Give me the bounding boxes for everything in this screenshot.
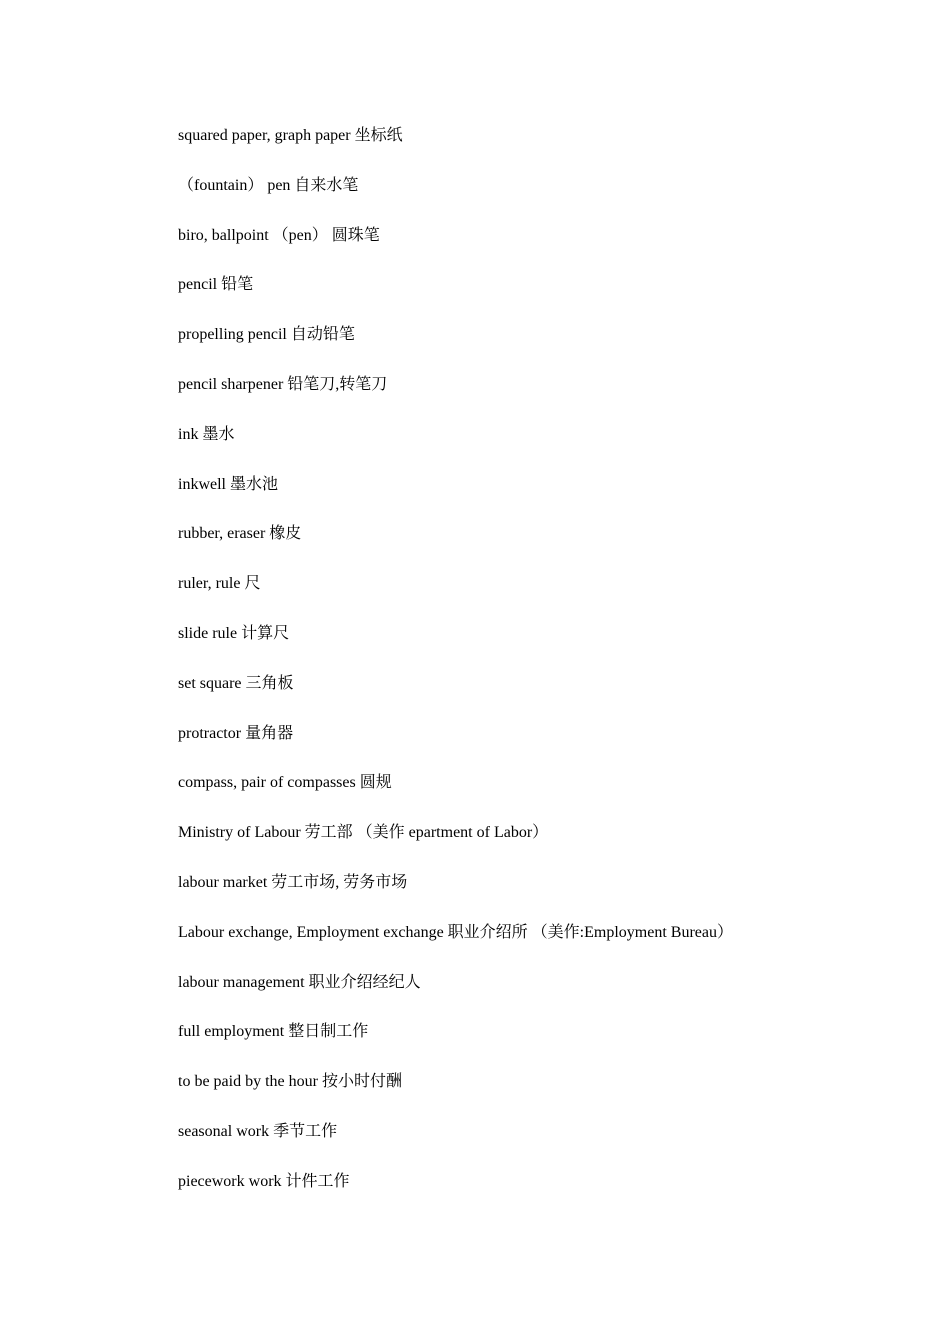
vocabulary-entry: seasonal work 季节工作 bbox=[178, 1122, 338, 1140]
vocabulary-entry: labour management 职业介绍经纪人 bbox=[178, 973, 421, 991]
vocabulary-entry: squared paper, graph paper 坐标纸 bbox=[178, 127, 403, 144]
vocabulary-entry: pencil 铅笔 bbox=[178, 276, 254, 294]
vocabulary-entry: pencil sharpener 铅笔刀,转笔刀 bbox=[178, 375, 388, 393]
vocabulary-list bbox=[178, 124, 733, 1220]
vocabulary-entry: inkwell 墨水池 bbox=[178, 475, 278, 493]
vocabulary-entry: labour market 劳工市场, 劳务市场 bbox=[178, 873, 408, 891]
vocabulary-entry: （fountain） pen 自来水笔 bbox=[178, 176, 359, 194]
vocabulary-entry: protractor 量角器 bbox=[178, 724, 294, 742]
vocabulary-entry: compass, pair of compasses 圆规 bbox=[178, 774, 392, 792]
vocabulary-entry: slide rule 计算尺 bbox=[178, 624, 290, 642]
vocabulary-entry: to be paid by the hour 按小时付酬 bbox=[178, 1073, 402, 1091]
vocabulary-entry: Labour exchange, Employment exchange 职业介绍所 （美作:Employment Bureau） bbox=[178, 923, 733, 941]
vocabulary-entry: biro, ballpoint （pen） 圆珠笔 bbox=[178, 226, 380, 244]
vocabulary-entry: rubber, eraser 橡皮 bbox=[178, 525, 302, 543]
vocabulary-entry: ruler, rule 尺 bbox=[178, 575, 261, 593]
vocabulary-entry: propelling pencil 自动铅笔 bbox=[178, 326, 355, 344]
vocabulary-entry: piecework work 计件工作 bbox=[178, 1172, 350, 1190]
vocabulary-entry: full employment 整日制工作 bbox=[178, 1023, 369, 1041]
vocabulary-entry: ink 墨水 bbox=[178, 425, 235, 443]
vocabulary-entry: set square 三角板 bbox=[178, 674, 294, 692]
vocabulary-entry: Ministry of Labour 劳工部 （美作 epartment of Labor） bbox=[178, 824, 549, 842]
